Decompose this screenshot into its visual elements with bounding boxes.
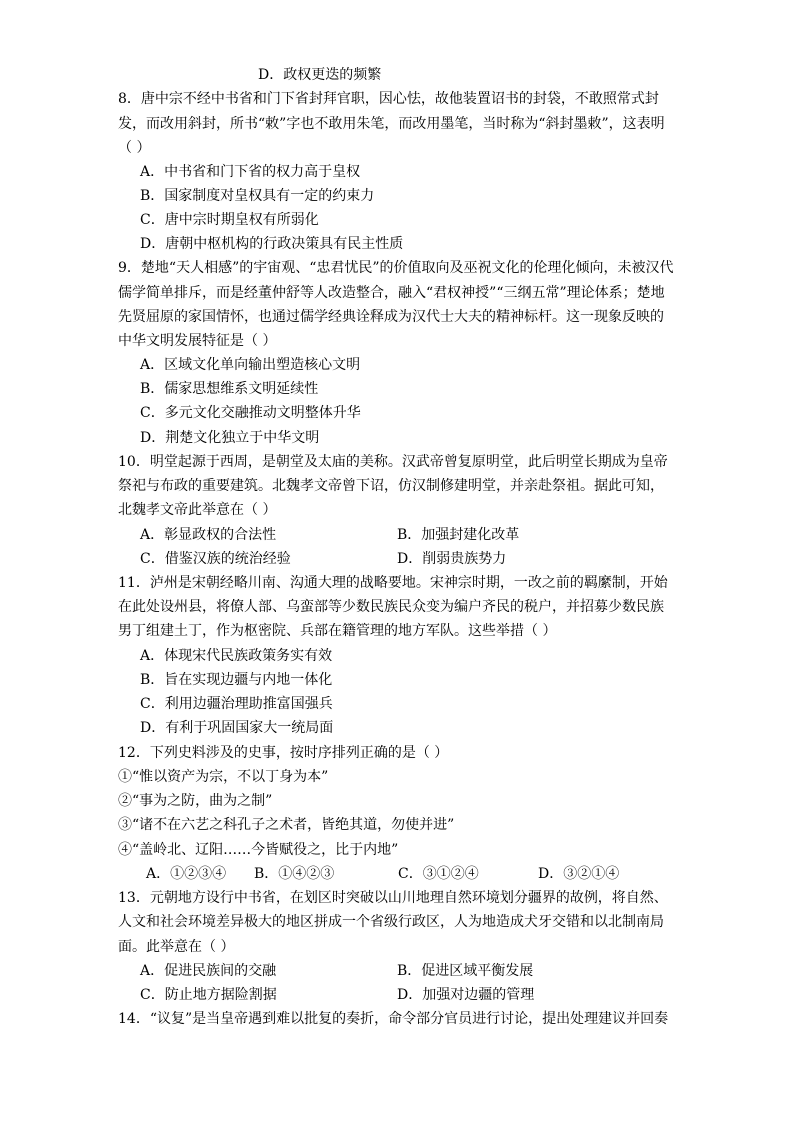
q10-stem-line-2: 祭祀与布政的重要建筑。北魏孝文帝曾下诏，仿汉制修建明堂，并亲赴祭祖。据此可知， [118, 478, 664, 494]
q12-option-a: A．①②③④ [146, 866, 227, 882]
q13-option-c: C．防止地方据险割据 [140, 987, 277, 1003]
q13-option-a: A．促进民族间的交融 [140, 963, 277, 979]
q13-option-d: D．加强对边疆的管理 [397, 987, 535, 1003]
q13-option-b: B．促进区域平衡发展 [397, 963, 534, 979]
q10-option-d: D．削弱贵族势力 [397, 551, 507, 567]
q11-stem-line-3: 男丁组建土丁，作为枢密院、兵部在籍管理的地方军队。这些举措（ ） [118, 623, 557, 639]
q10-option-b: B．加强封建化改革 [397, 527, 520, 543]
q11-option-d: D．有利于巩固国家大一统局面 [140, 720, 334, 736]
q10-stem-line-1: 10．明堂起源于西周，是朝堂及太庙的美称。汉武帝曾复原明堂，此后明堂长期成为皇帝 [118, 454, 668, 470]
q13-stem-line-3: 面。此举意在（ ） [118, 939, 235, 955]
q11-option-b: B．旨在实现边疆与内地一体化 [140, 672, 333, 688]
q12-source-4: ④“盖岭北、辽阳……今皆赋役之，比于内地” [118, 842, 399, 858]
q12-stem-line-1: 12．下列史料涉及的史事，按时序排列正确的是（ ） [118, 745, 449, 761]
q9-option-d: D．荆楚文化独立于中华文明 [140, 430, 320, 446]
q10-stem-line-3: 北魏孝文帝此举意在（ ） [118, 502, 277, 518]
q9-option-a: A．区域文化单向输出塑造核心文明 [140, 357, 361, 373]
q9-option-b: B．儒家思想维系文明延续性 [140, 381, 319, 397]
q11-option-c: C．利用边疆治理助推富国强兵 [140, 696, 333, 712]
q8-option-b: B．国家制度对皇权具有一定的约束力 [140, 188, 375, 204]
q11-option-a: A．体现宋代民族政策务实有效 [140, 648, 333, 664]
q8-stem-line-1: 8．唐中宗不经中书省和门下省封拜官职，因心怯，故他装置诏书的封袋，不敢照常式封 [118, 91, 659, 107]
q11-stem-line-1: 11．泸州是宋朝经略川南、沟通大理的战略要地。宋神宗时期，一改之前的羁縻制，开始 [118, 575, 668, 591]
q14-stem-line-1: 14．“议复”是当皇帝遇到难以批复的奏折，命令部分官员进行讨论，提出处理建议并回奏 [118, 1011, 669, 1027]
q9-stem-line-1: 9．楚地“天人相感”的宇宙观、“忠君忧民”的价值取向及巫祝文化的伦理化倾向，未被汉代 [118, 260, 674, 276]
q9-stem-line-4: 中华文明发展特征是（ ） [118, 333, 277, 349]
q12-option-b: B．①④②③ [254, 866, 335, 882]
q10-option-c: C．借鉴汉族的统治经验 [140, 551, 291, 567]
q8-option-c: C．唐中宗时期皇权有所弱化 [140, 212, 319, 228]
q12-source-2: ②“事为之防，曲为之制” [118, 793, 273, 809]
q13-stem-line-1: 13．元朝地方设行中书省，在划区时突破以山川地理自然环境划分疆界的故例，将自然、 [118, 890, 668, 906]
q12-option-c: C．③①②④ [398, 866, 479, 882]
q11-stem-line-2: 在此处设州县，将僚人部、乌蛮部等少数民族民众变为编户齐民的税户，并招募少数民族 [118, 599, 664, 615]
q12-source-3: ③“诸不在六艺之科孔子之术者，皆绝其道，勿使并进” [118, 817, 455, 833]
q9-stem-line-2: 儒学简单排斥，而是经董仲舒等人改造整合，融入“君权神授”“三纲五常”理论体系；楚地 [118, 285, 665, 301]
q8-option-d: D．唐朝中枢机构的行政决策具有民主性质 [140, 236, 404, 252]
q10-option-a: A．彰显政权的合法性 [140, 527, 277, 543]
q8-stem-line-2: 发，而改用斜封，所书“敕”字也不敢用朱笔，而改用墨笔，当时称为“斜封墨敕”，这表明 [118, 116, 665, 132]
q9-option-c: C．多元文化交融推动文明整体升华 [140, 405, 361, 421]
prev-question-option-d: D．政权更迭的频繁 [258, 67, 382, 83]
q13-stem-line-2: 人文和社会环境差异极大的地区拼成一个省级行政区，人为地造成犬牙交错和以北制南局 [118, 914, 664, 930]
q12-source-1: ①“惟以资产为宗，不以丁身为本” [118, 769, 329, 785]
q9-stem-line-3: 先贤屈原的家国情怀，也通过儒学经典诠释成为汉代士大夫的精神标杆。这一现象反映的 [118, 309, 664, 325]
q8-option-a: A．中书省和门下省的权力高于皇权 [140, 164, 361, 180]
q8-stem-line-3: （ ） [118, 140, 151, 156]
q12-option-d: D．③②①④ [538, 866, 620, 882]
